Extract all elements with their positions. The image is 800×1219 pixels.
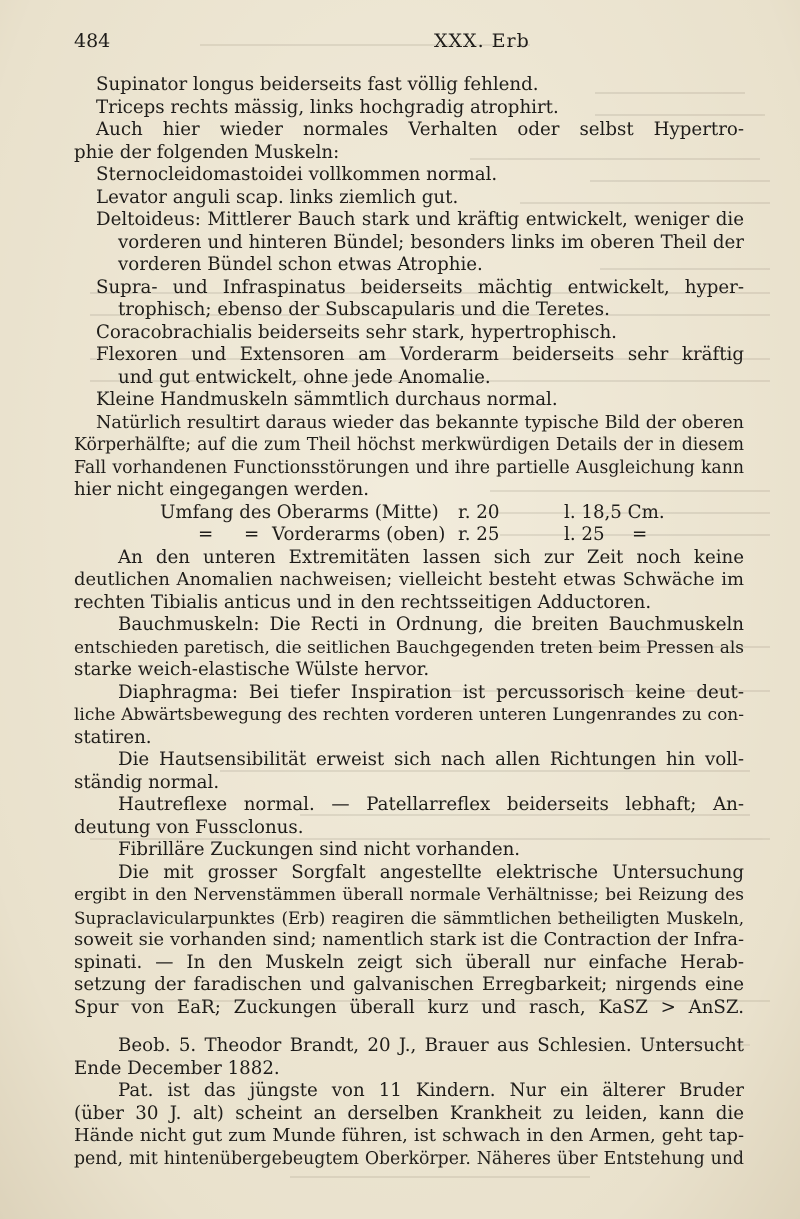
measure-label: Vorderarms (oben)	[272, 524, 446, 545]
text-line: rechten Tibialis anticus und in den rechtsseitigen Adductoren.	[74, 591, 652, 613]
text-line: Ende December 1882.	[74, 1057, 280, 1079]
text-line: Spur von EaR; Zuckungen überall kurz und rasch, KaSZ > AnSZ.	[74, 996, 744, 1018]
text-line: Sternocleidomastoidei vollkommen normal.	[96, 164, 498, 185]
measure-left: l. 18,5 Cm.	[564, 501, 665, 523]
text-line: Flexoren und Extensoren am Vorderarm beiderseits sehr kräftig	[96, 344, 744, 365]
text-line: Fibrilläre Zuckungen sind nicht vorhanden.	[118, 839, 521, 860]
text-line: Die Hautsensibilität erweist sich nach allen Richtungen hin voll-	[118, 749, 744, 770]
text-line: Auch hier wieder normales Verhalten oder selbst Hypertro-	[96, 119, 744, 140]
text-line: Supraclavicularpunktes (Erb) reagiren die sämmtlichen betheiligten Muskeln,	[74, 907, 744, 928]
page-header	[74, 30, 744, 56]
text-line: ständig normal.	[74, 771, 220, 793]
text-line: vorderen und hinteren Bündel; besonders links im oberen Theil der	[118, 231, 744, 253]
text-line: Pat. ist das jüngste von 11 Kindern. Nur ein älterer Bruder	[118, 1080, 744, 1101]
text-line: spinati. — In den Muskeln zeigt sich überall nur einfache Herab-	[74, 951, 744, 973]
running-head: XXX. Erb	[434, 30, 530, 52]
text-line: Bauchmuskeln: Die Recti in Ordnung, die breiten Bauchmuskeln	[118, 614, 744, 635]
measure-row-forearm	[74, 524, 744, 547]
text-line: Hautreflexe normal. — Patellarreflex beiderseits lebhaft; An-	[118, 794, 744, 815]
text-line: pend, mit hintenübergebeugtem Oberkörper. Näheres über Entstehung und	[74, 1148, 744, 1169]
text-line: ergibt in den Nervenstämmen überall normale Verhältnisse; bei Reizung des	[74, 885, 744, 905]
ditto-mark: =	[632, 524, 648, 545]
text-line: An den unteren Extremitäten lassen sich zur Zeit noch keine	[118, 546, 744, 568]
text-line: Kleine Handmuskeln sämmtlich durchaus normal.	[96, 389, 558, 410]
body-text	[74, 74, 744, 1170]
text-line: deutlichen Anomalien nachweisen; vielleicht besteht etwas Schwäche im	[74, 569, 744, 590]
text-line: setzung der faradischen und galvanischen Erregbarkeit; nirgends eine	[74, 974, 744, 995]
text-line: Supinator longus beiderseits fast völlig fehlend.	[96, 74, 539, 95]
text-line: Beob. 5. Theodor Brandt, 20 J., Brauer aus Schlesien. Untersucht	[118, 1035, 744, 1056]
text-line: vorderen Bündel schon etwas Atrophie.	[118, 254, 483, 275]
measure-row-upper-arm	[74, 502, 744, 525]
text-line: Körperhälfte; auf die zum Theil höchst merkwürdigen Details der in diesem	[74, 435, 744, 455]
text-line: Supra- und Infraspinatus beiderseits mächtig entwickelt, hyper-	[96, 276, 744, 298]
text-line: liche Abwärtsbewegung des rechten vorderen unteren Lungenrandes zu con-	[74, 705, 744, 725]
text-line: hier nicht eingegangen werden.	[74, 479, 370, 500]
text-line: starke weich-elastische Wülste hervor.	[74, 659, 430, 680]
ditto-mark: =	[198, 524, 214, 545]
ditto-mark: =	[244, 524, 260, 545]
text-line: Coracobrachialis beiderseits sehr stark, hypertrophisch.	[96, 321, 617, 343]
text-line: Hände nicht gut zum Munde führen, ist schwach in den Armen, geht tap-	[74, 1125, 744, 1146]
text-line: soweit sie vorhanden sind; namentlich stark ist die Contraction der Infra-	[74, 929, 744, 950]
text-line: (über 30 J. alt) scheint an derselben Krankheit zu leiden, kann die	[74, 1102, 744, 1124]
text-line: Fall vorhandenen Functionsstörungen und ihre partielle Ausgleichung kann	[74, 457, 744, 478]
text-line: Deltoideus: Mittlerer Bauch stark und kräftig entwickelt, weniger die	[96, 209, 744, 230]
measure-right: r. 20	[458, 501, 500, 523]
text-line: Die mit grosser Sorgfalt angestellte elektrische Untersuchung	[118, 861, 744, 883]
text-line: Diaphragma: Bei tiefer Inspiration ist percussorisch keine deut-	[118, 681, 744, 703]
measure-label: Umfang des Oberarms (Mitte)	[160, 501, 439, 523]
text-line: statiren.	[74, 726, 152, 748]
text-line: Levator anguli scap. links ziemlich gut.	[96, 186, 459, 208]
text-line: Natürlich resultirt daraus wieder das bekannte typische Bild der oberen	[96, 412, 744, 433]
page-number: 484	[74, 30, 111, 52]
text-line: Triceps rechts mässig, links hochgradig atrophirt.	[96, 96, 559, 118]
measure-right: r. 25	[458, 524, 500, 545]
section-gap	[74, 1019, 744, 1035]
text-line: entschieden paretisch, die seitlichen Bauchgegenden treten beim Pressen als	[74, 637, 745, 658]
text-line: deutung von Fussclonus.	[74, 816, 304, 838]
text-line: phie der folgenden Muskeln:	[74, 141, 340, 163]
text-line: und gut entwickelt, ohne jede Anomalie.	[118, 366, 491, 388]
text-line: trophisch; ebenso der Subscapularis und die Teretes.	[118, 299, 610, 320]
measure-left: l. 25	[564, 524, 605, 545]
